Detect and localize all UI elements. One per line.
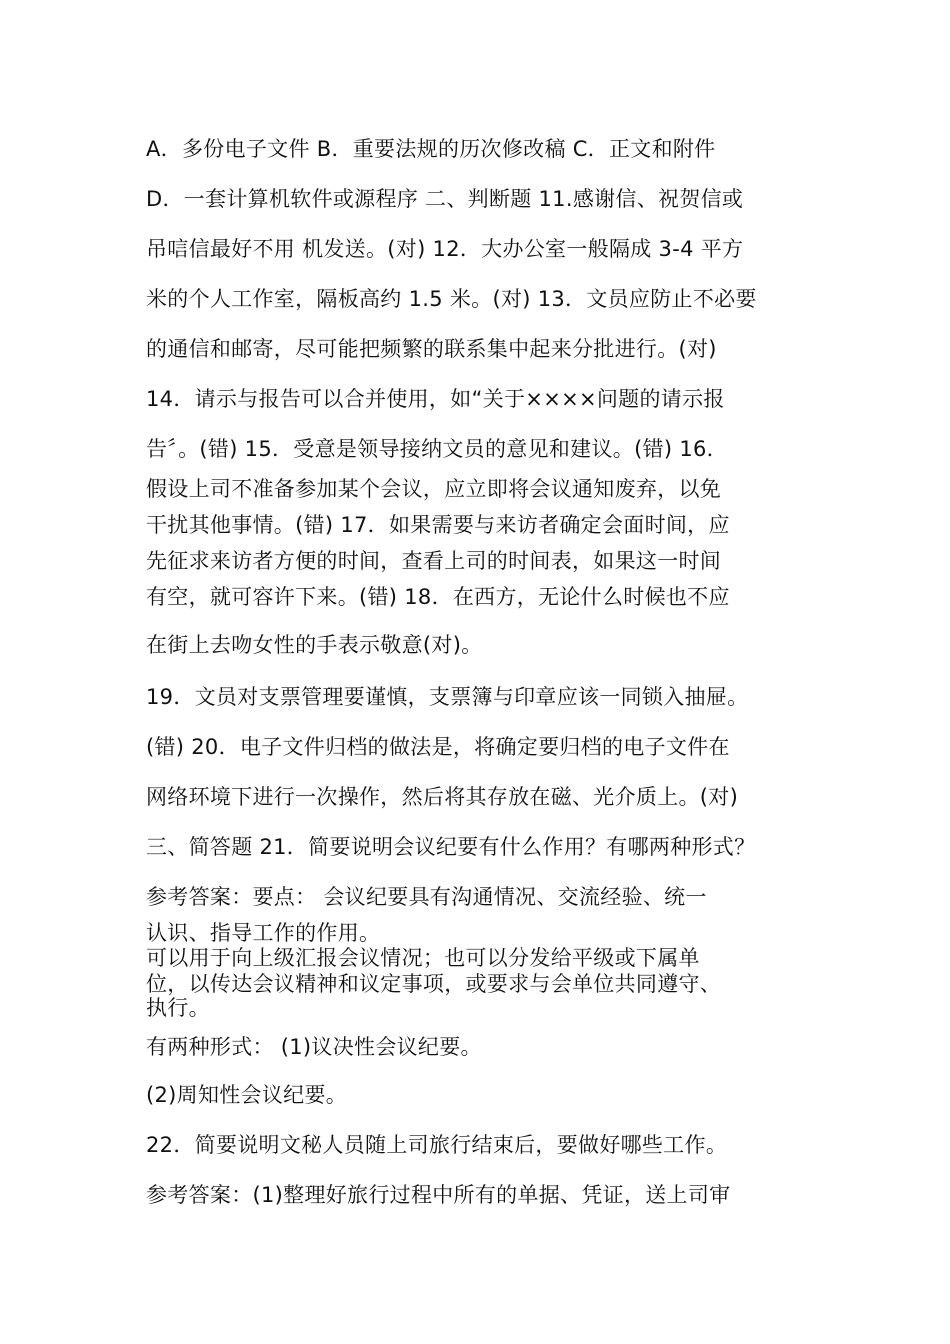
- text-line: 三、简答题 21．简要说明会议纪要有什么作用？有哪两种形式？: [146, 835, 756, 859]
- text-line: 有空，就可容许下来。(错) 18．在西方，无论什么时候也不应: [146, 585, 730, 609]
- text-line: 参考答案：要点： 会议纪要具有沟通情况、交流经验、统一: [146, 885, 707, 909]
- text-line: 干扰其他事情。(错) 17．如果需要与来访者确定会面时间，应: [146, 513, 730, 537]
- text-line: 认识、指导工作的作用。: [146, 921, 381, 945]
- text-line: 假设上司不准备参加某个会议，应立即将会议通知废弃，以免: [146, 477, 722, 501]
- text-line: 的通信和邮寄，尽可能把频繁的联系集中起来分批进行。(对): [146, 337, 717, 361]
- text-line: 14．请示与报告可以合并使用，如“关于××××问题的请示报: [146, 387, 725, 411]
- text-line: 有两种形式： (1)议决性会议纪要。: [146, 1035, 482, 1059]
- text-line: 22．简要说明文秘人员随上司旅行结束后，要做好哪些工作。: [146, 1133, 728, 1157]
- text-line: D．一套计算机软件或源程序 二、判断题 11.感谢信、祝贺信或: [146, 187, 744, 211]
- text-line: 19．文员对支票管理要谨慎，支票簿与印章应该一同锁入抽屉。: [146, 685, 749, 709]
- text-line: 网络环境下进行一次操作，然后将其存放在磁、光介质上。(对): [146, 785, 739, 809]
- text-line: (错) 20．电子文件归档的做法是，将确定要归档的电子文件在: [146, 735, 730, 759]
- text-line: 可以用于向上级汇报会议情况；也可以分发给平级或下属单: [146, 946, 700, 970]
- text-line: 米的个人工作室，隔板高约 1.5 米。(对) 13．文员应防止不必要: [146, 287, 757, 311]
- text-line: 位，以传达会议精神和议定事项，或要求与会单位共同遵守、: [146, 972, 722, 996]
- text-line: 告〞。(错) 15．受意是领导接纳文员的意见和建议。(错) 16．: [146, 437, 728, 461]
- text-line: (2)周知性会议纪要。: [146, 1083, 348, 1107]
- text-line: 先征求来访者方便的时间，查看上司的时间表，如果这一时间: [146, 549, 722, 573]
- text-line: A．多份电子文件 B．重要法规的历次修改稿 C．正文和附件: [146, 137, 716, 161]
- text-line: 参考答案：(1)整理好旅行过程中所有的单据、凭证，送上司审: [146, 1183, 731, 1207]
- text-line: 吊唁信最好不用 机发送。(对) 12．大办公室一般隔成 3-4 平方: [146, 237, 744, 261]
- text-line: 在街上去吻女性的手表示敬意(对)。: [146, 633, 483, 657]
- text-line: 执行。: [146, 996, 210, 1020]
